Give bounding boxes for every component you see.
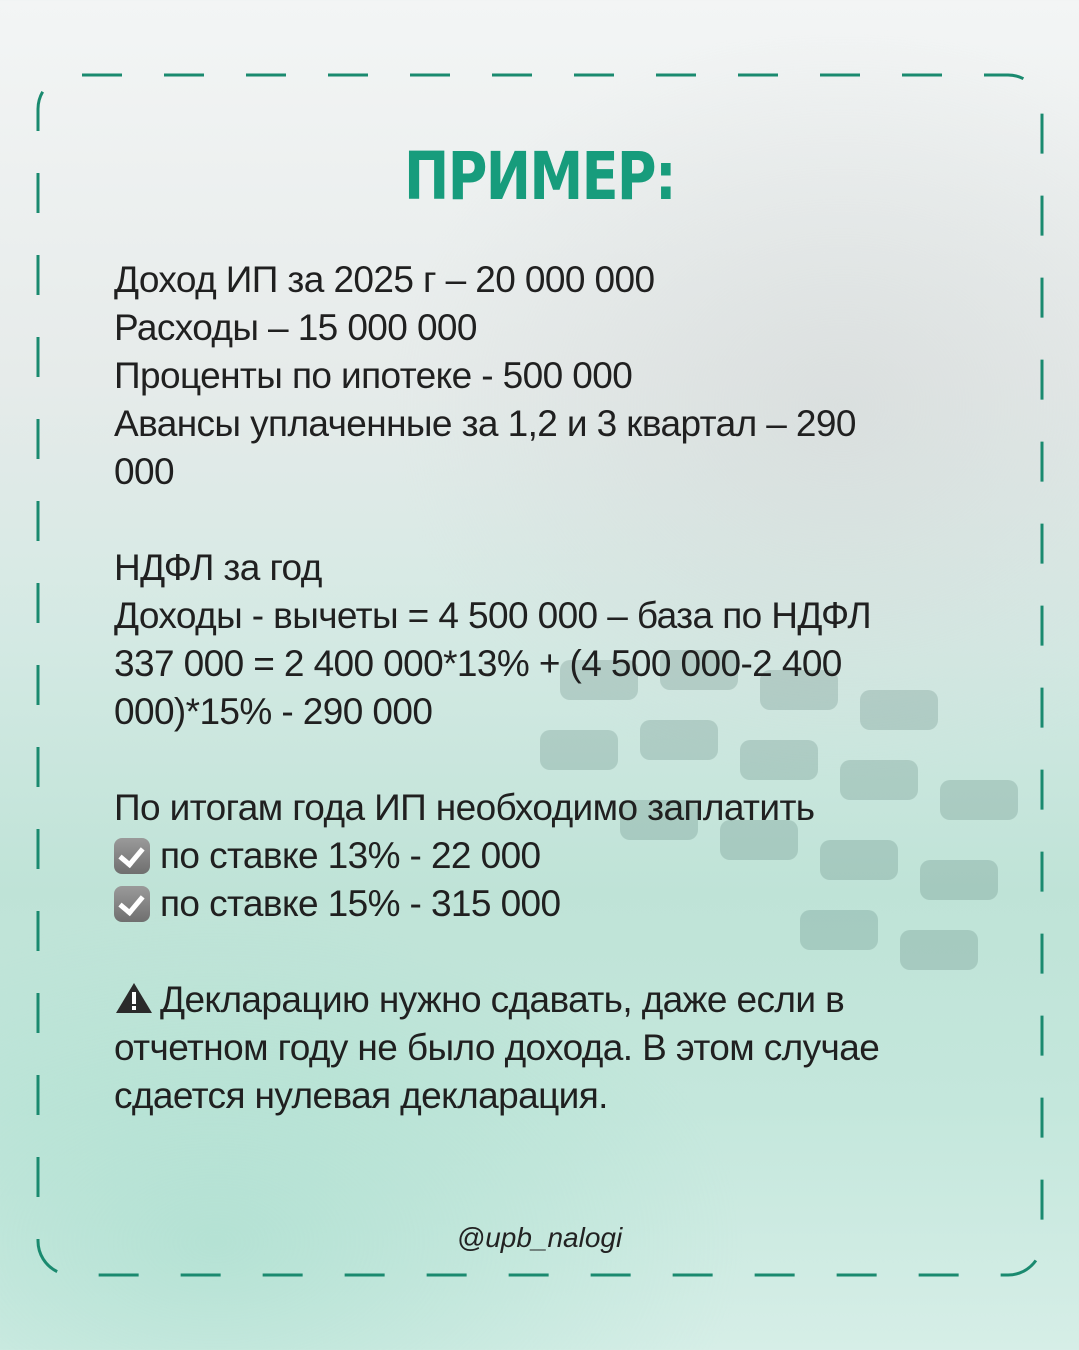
result-item-label: по ставке 15% - 315 000 [160, 883, 561, 924]
example-content [114, 256, 974, 1120]
ndfl-heading: НДФЛ за год [114, 547, 322, 588]
result-item-label: по ставке 13% - 22 000 [160, 835, 541, 876]
mortgage-line: Проценты по ипотеке - 500 000 [114, 355, 633, 396]
advances-line-cont: 000 [114, 451, 174, 492]
result-item [114, 880, 974, 928]
author-handle: @upb_nalogi [456, 1222, 623, 1253]
warning-line: сдается нулевая декларация. [114, 1075, 608, 1116]
ndfl-line: Доходы - вычеты = 4 500 000 – база по НДФЛ [114, 595, 872, 636]
ndfl-line: 337 000 = 2 400 000*13% + (4 500 000-2 400 [114, 643, 842, 684]
page-title: ПРИМЕР: [404, 138, 675, 215]
expenses-line: Расходы – 15 000 000 [114, 307, 477, 348]
income-line: Доход ИП за 2025 г – 20 000 000 [114, 259, 655, 300]
check-box-icon [114, 838, 150, 874]
warning-line: отчетном году не было дохода. В этом случае [114, 1027, 880, 1068]
advances-line: Авансы уплаченные за 1,2 и 3 квартал – 290 [114, 403, 856, 444]
check-box-icon [114, 886, 150, 922]
warning-text: Декларацию нужно сдавать, даже если в [160, 979, 845, 1020]
ndfl-line: 000)*15% - 290 000 [114, 691, 433, 732]
warning-icon [114, 981, 154, 1015]
warning-line [114, 976, 974, 1024]
result-item [114, 832, 974, 880]
result-heading: По итогам года ИП необходимо заплатить [114, 787, 815, 828]
